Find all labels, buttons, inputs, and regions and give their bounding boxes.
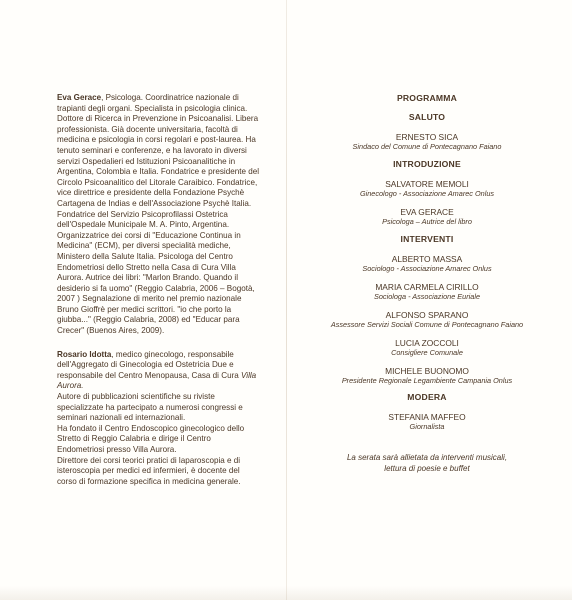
section-heading-saluto: SALUTO bbox=[408, 112, 446, 122]
bio-paragraph: Autore di pubblicazioni scientifiche su riviste specializzate ha partecipato a numerosi congressi e seminari nazionali ed internazionali. bbox=[57, 392, 243, 423]
speaker-name: SALVATORE MEMOLI bbox=[385, 179, 469, 189]
section-heading-modera: MODERA bbox=[407, 392, 447, 402]
program-column bbox=[312, 93, 542, 474]
speaker-role: Sindaco del Comune di Pontecagnano Faiano bbox=[352, 142, 502, 151]
bio-paragraph bbox=[57, 93, 259, 337]
bio-eva-gerace bbox=[57, 93, 259, 337]
closing-note-line: lettura di poesie e buffet bbox=[384, 463, 470, 473]
speaker-name: MARIA CARMELA CIRILLO bbox=[375, 282, 479, 292]
bio-text-italic: Villa Aurora. bbox=[57, 370, 257, 391]
closing-note-line: La serata sarà allietata da interventi musicali, bbox=[346, 453, 508, 462]
speaker-role: Psicologa – Autrice del libro bbox=[382, 217, 472, 226]
speaker-name: MICHELE BUONOMO bbox=[385, 366, 469, 376]
bio-name: Eva Gerace bbox=[57, 93, 102, 102]
bio-text: , medico ginecologo, responsabile dell'Aggregato di Ginecologia ed Ostetricia Due e responsabile del Centro Menopausa, Casa di Cura bbox=[57, 349, 242, 380]
page-edge-shadow bbox=[0, 586, 572, 600]
program-title: PROGRAMMA bbox=[396, 93, 458, 103]
speaker-name: ALBERTO MASSA bbox=[391, 254, 463, 264]
bio-paragraph: Direttore dei corsi teorici pratici di laparoscopia e di isteroscopia per medici ed infermieri, è docente del corso di formazione specifica in medicina generale. bbox=[57, 455, 241, 486]
fold-line bbox=[286, 0, 287, 600]
speaker-role: Sociologa - Associazione Euriale bbox=[374, 292, 480, 301]
speaker-role: Ginecologo - Associazione Amarec Onlus bbox=[359, 189, 495, 198]
section-heading-interventi: INTERVENTI bbox=[400, 234, 454, 244]
speaker-name: LUCIA ZOCCOLI bbox=[395, 338, 459, 348]
section-heading-introduzione: INTRODUZIONE bbox=[393, 159, 461, 169]
bio-paragraph: Ha fondato il Centro Endoscopico ginecologico dello Stretto di Reggio Calabria e dirige il Centro Endometriosi presso Villa Aurora. bbox=[57, 423, 245, 454]
speaker-role: Presidente Regionale Legambiente Campania Onlus bbox=[341, 376, 513, 385]
speaker-name: STEFANIA MAFFEO bbox=[388, 412, 466, 422]
speaker-role: Consigliere Comunale bbox=[391, 348, 463, 357]
bio-paragraph bbox=[57, 350, 259, 392]
speaker-role: Sociologo - Associazione Amarec Onlus bbox=[362, 264, 492, 273]
bio-text: , Psicologa. Coordinatrice nazionale di trapianti degli organi. Specialista in psicologia clinica. Dottore di Ricerca in Prevenzione in Psicoanalisi. Libera professionista. Già docente universitaria, facoltà di medicina e psicologia in corsi regolari e post-laurea. Ha tenuto seminari e conferenze, e ha lavorato in diversi servizi Ospedalieri ed Istituzioni Psicoanalitiche in Argentina, Colombia e Italia. Fondatrice e presidente del Circolo Psicoanalitico del Litorale Caraibico. Fondatrice, vice direttrice e presidente della Fondazione Psychè Cartagena de Indias e dell'Associazione Psychè Italia. Fondatrice del Servizio Psicoprofilassi Ostetrica dell'Ospedale Municipale M. A. Pinto, Argentina. Organizzatrice dei corsi di "Educazione Continua in Medicina" (ECM), per diversi specialità mediche, Ministero della Salute Italia. Psicologa del Centro Endometriosi dello Stretto nella Casa di Cura Villa Aurora. Autrice dei libri: "Marlon Brando. Quando il desiderio si fa uomo" (Reggio Calabria, 2006 – Bogotà, 2007 ) Segnalazione di merito nel premio nazionale Bruno Gioffrè per medici scrittori. "io che porto la giubba..." (Reggio Calabria, 2008) ed "Educar para Crecer" (Buenos Aires, 2009). bbox=[57, 93, 260, 336]
bio-rosario-idotta bbox=[57, 350, 259, 488]
biographies-column bbox=[57, 93, 259, 500]
speaker-role: Giornalista bbox=[409, 422, 445, 431]
speaker-name: ERNESTO SICA bbox=[395, 132, 459, 142]
speaker-name: ALFONSO SPARANO bbox=[385, 310, 469, 320]
speaker-role: Assessore Servizi Sociali Comune di Pontecagnano Faiano bbox=[330, 320, 524, 329]
bio-name: Rosario Idotta bbox=[57, 349, 112, 359]
speaker-name: EVA GERACE bbox=[400, 207, 454, 217]
